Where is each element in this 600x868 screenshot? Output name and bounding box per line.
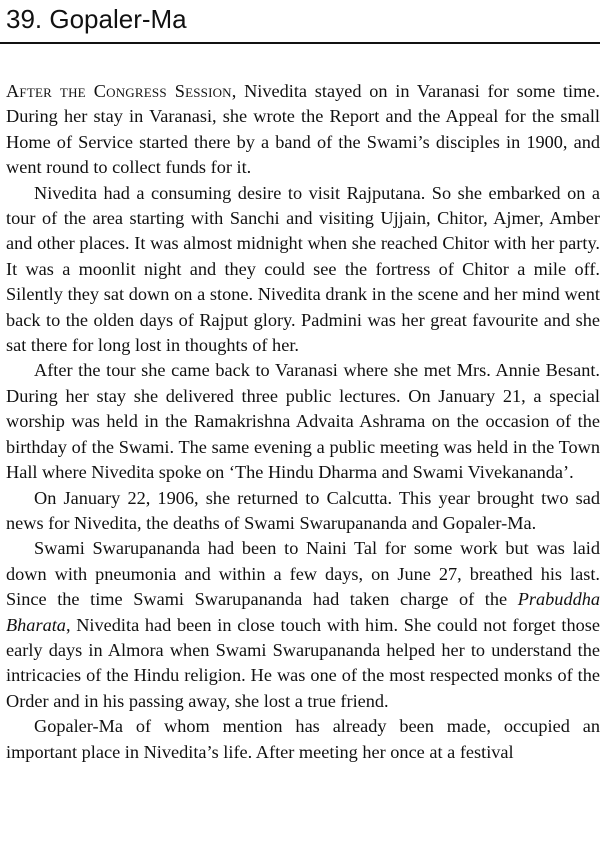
chapter-body xyxy=(6,79,600,765)
journal-title: Prabuddha Bharata xyxy=(6,589,600,635)
paragraph-5 xyxy=(6,536,600,714)
chapter-title: 39. Gopaler-Ma xyxy=(6,4,187,34)
opening-small-caps: After the Congress Session xyxy=(6,81,232,101)
paragraph-5-text-after: , Nivedita had been in close touch with him. She could not forget those early days in Almora when Swami Swarupananda helped her to understand the intricacies of the Hindu religion. He was one of the most respected monks of the Order and in his passing away, she lost a true friend. xyxy=(6,614,600,711)
title-rule xyxy=(0,42,600,44)
paragraph-5-text-before: Swami Swarupananda had been to Naini Tal for some work but was laid down with pneumonia and within a few days, on June 27, breathed his last. Since the time Swami Swarupananda had taken charge of the xyxy=(6,538,600,610)
paragraph-1-text: , Nivedita stayed on in Varanasi for some time. During her stay in Varanasi, she wrote the Report and the Appeal for the small Home of Service started there by a band of the Swami’s disciples in 1900, and went round to collect funds for it. xyxy=(6,81,600,178)
paragraph-6: Gopaler-Ma of whom mention has already been made, occupied an important place in Nivedita’s life. After meeting her once at a festival xyxy=(6,716,600,762)
paragraph-4: On January 22, 1906, she returned to Calcutta. This year brought two sad news for Nivedita, the deaths of Swami Swarupananda and Gopaler-Ma. xyxy=(6,487,600,533)
paragraph-1 xyxy=(6,79,600,181)
paragraph-2: Nivedita had a consuming desire to visit Rajputana. So she embarked on a tour of the area starting with Sanchi and visiting Ujjain, Chitor, Ajmer, Amber and other places. It was almost midnight when she reached Chitor with her party. It was a moonlit night and they could see the fortress of Chitor a mile off. Silently they sat down on a stone. Nivedita drank in the scene and her mind went back to the olden days of Rajput glory. Padmini was her great favourite and she sat there for long lost in thoughts of her. xyxy=(6,182,600,356)
paragraph-3: After the tour she came back to Varanasi where she met Mrs. Annie Besant. During her stay she delivered three public lectures. On January 21, a special worship was held in the Ramakrishna Advaita Ashrama on the occasion of the birthday of the Swami. The same evening a public meeting was held in the Town Hall where Nivedita spoke on ‘The Hindu Dharma and Swami Vivekananda’. xyxy=(6,360,600,483)
